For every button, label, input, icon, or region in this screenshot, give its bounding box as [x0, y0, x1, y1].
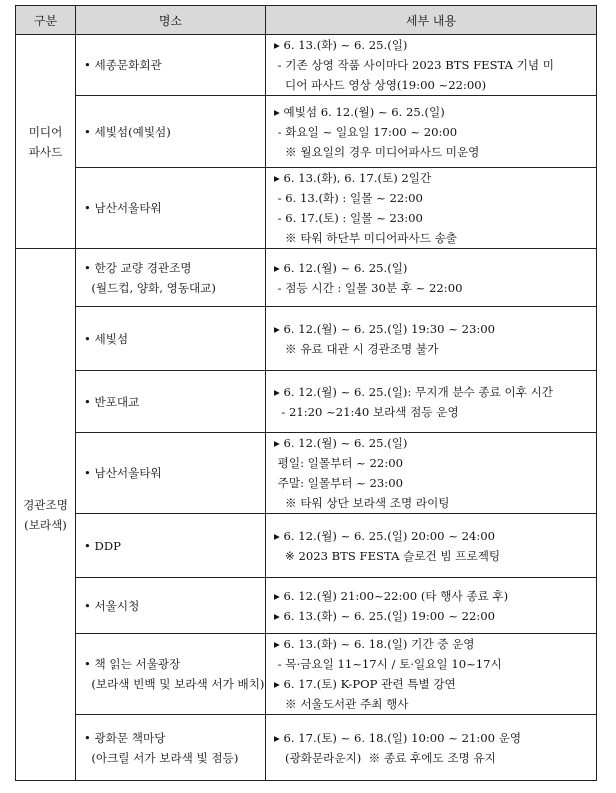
- table-row: [16, 433, 597, 514]
- place-name: • 광화문 책마당: [84, 730, 166, 745]
- detail-line: 주말: 일몰부터 ~ 23:00: [274, 476, 403, 490]
- detail-line: ▸ 6. 13.(화) ~ 6. 25.(일): [274, 38, 408, 52]
- header-details: 세부 내용: [266, 6, 597, 35]
- detail-cell: [266, 168, 597, 249]
- detail-line: ▸ 6. 13.(화), 6. 17.(토) 2일간: [274, 171, 432, 185]
- place-name: (월드컵, 양화, 영동대교): [84, 280, 216, 295]
- detail-line: ※ 유료 대관 시 경관조명 불가: [274, 341, 439, 356]
- place-name: • 세빛섬: [84, 331, 129, 346]
- place-cell: [76, 715, 266, 781]
- place-name: (보라색 빈백 및 보라색 서가 배치): [84, 677, 265, 691]
- table-row: [16, 514, 597, 578]
- place-cell: [76, 96, 266, 168]
- table-row: [16, 35, 597, 96]
- table-row: [16, 371, 597, 433]
- table-row: [16, 168, 597, 249]
- category-cell: [16, 35, 76, 249]
- detail-cell: [266, 433, 597, 514]
- detail-line: ※ 2023 BTS FESTA 슬로건 빔 프로젝팅: [274, 548, 501, 563]
- place-name: • 서울시청: [84, 598, 140, 613]
- detail-line: ▸ 6. 13.(화) ~ 6. 25.(일) 19:00 ~ 22:00: [274, 608, 496, 623]
- place-cell: [76, 35, 266, 96]
- detail-line: - 21:20 ~21:40 보라색 점등 운영: [274, 404, 459, 419]
- detail-line: ▸ 6. 12.(월) ~ 6. 25.(일) 20:00 ~ 24:00: [274, 528, 496, 543]
- detail-line: ▸ 6. 12.(월) ~ 6. 25.(일): [274, 436, 408, 450]
- place-name: • 한강 교량 경관조명: [84, 260, 192, 275]
- category-label: 미디어: [28, 124, 63, 139]
- table-row: [16, 634, 597, 715]
- detail-line: ▸ 6. 13.(화) ~ 6. 18.(일) 기간 중 운영: [274, 637, 475, 651]
- events-table: [15, 5, 597, 781]
- detail-line: 디어 파사드 영상 상영(19:00 ~22:00): [274, 78, 487, 92]
- place-cell: [76, 249, 266, 307]
- detail-line: ▸ 6. 12.(월) ~ 6. 25.(일) 19:30 ~ 23:00: [274, 321, 496, 336]
- category-label: 경관조명: [23, 497, 68, 512]
- place-name: • 세빛섬(예빛섬): [84, 124, 171, 139]
- category-label: (보라색): [24, 517, 67, 532]
- category-cell: [16, 249, 76, 781]
- detail-line: (광화문라운지) ※ 종료 후에도 조명 유지: [274, 750, 496, 765]
- detail-line: - 목·금요일 11~17시 / 토·일요일 10~17시: [274, 657, 502, 671]
- category-label: 파사드: [28, 144, 63, 159]
- detail-line: ▸ 6. 17.(토) K-POP 관련 특별 강연: [274, 677, 456, 691]
- detail-line: ▸ 6. 17.(토) ~ 6. 18.(일) 10:00 ~ 21:00 운영: [274, 730, 522, 745]
- detail-line: - 6. 13.(화) : 일몰 ~ 22:00: [274, 191, 423, 205]
- detail-line: - 화요일 ~ 일요일 17:00 ~ 20:00: [274, 124, 458, 139]
- table-row: [16, 715, 597, 781]
- place-cell: [76, 371, 266, 433]
- detail-cell: [266, 249, 597, 307]
- detail-line: - 6. 17.(토) : 일몰 ~ 23:00: [274, 211, 423, 225]
- detail-cell: [266, 35, 597, 96]
- detail-line: ※ 서울도서관 주최 행사: [274, 697, 409, 711]
- header-place: 명소: [76, 6, 266, 35]
- place-name: • 책 읽는 서울광장: [84, 657, 181, 671]
- place-cell: [76, 433, 266, 514]
- detail-line: - 점등 시간 : 일몰 30분 후 ~ 22:00: [274, 280, 463, 295]
- place-name: (아크릴 서가 보라색 빛 점등): [84, 750, 239, 765]
- detail-line: ▸ 예빛섬 6. 12.(월) ~ 6. 25.(일): [274, 104, 445, 119]
- detail-cell: [266, 307, 597, 371]
- place-name: • 세종문화회관: [84, 58, 162, 72]
- detail-cell: [266, 634, 597, 715]
- detail-cell: [266, 578, 597, 634]
- place-cell: [76, 578, 266, 634]
- detail-line: ▸ 6. 12.(월) ~ 6. 25.(일): [274, 260, 408, 275]
- place-cell: [76, 168, 266, 249]
- detail-cell: [266, 514, 597, 578]
- detail-line: ※ 월요일의 경우 미디어파사드 미운영: [274, 144, 480, 159]
- detail-line: 평일: 일몰부터 ~ 22:00: [274, 456, 403, 470]
- place-name: • DDP: [84, 538, 121, 553]
- detail-line: - 기존 상영 작품 사이마다 2023 BTS FESTA 기념 미: [274, 58, 554, 72]
- place-cell: [76, 307, 266, 371]
- place-cell: [76, 514, 266, 578]
- table-row: [16, 578, 597, 634]
- detail-cell: [266, 96, 597, 168]
- detail-line: ※ 타워 하단부 미디어파사드 송출: [274, 231, 457, 245]
- detail-cell: [266, 715, 597, 781]
- place-name: • 남산서울타워: [84, 201, 162, 215]
- place-cell: [76, 634, 266, 715]
- place-name: • 남산서울타워: [84, 466, 162, 480]
- table-row: [16, 307, 597, 371]
- detail-line: ※ 타워 상단 보라색 조명 라이팅: [274, 496, 450, 510]
- header-row: [16, 6, 597, 35]
- table-row: [16, 96, 597, 168]
- place-name: • 반포대교: [84, 394, 140, 409]
- header-category: 구분: [16, 6, 76, 35]
- table-row: [16, 249, 597, 307]
- detail-line: ▸ 6. 12.(월) ~ 6. 25.(일): 무지개 분수 종료 이후 시간: [274, 384, 553, 399]
- detail-line: ▸ 6. 12.(월) 21:00~22:00 (타 행사 종료 후): [274, 588, 509, 603]
- detail-cell: [266, 371, 597, 433]
